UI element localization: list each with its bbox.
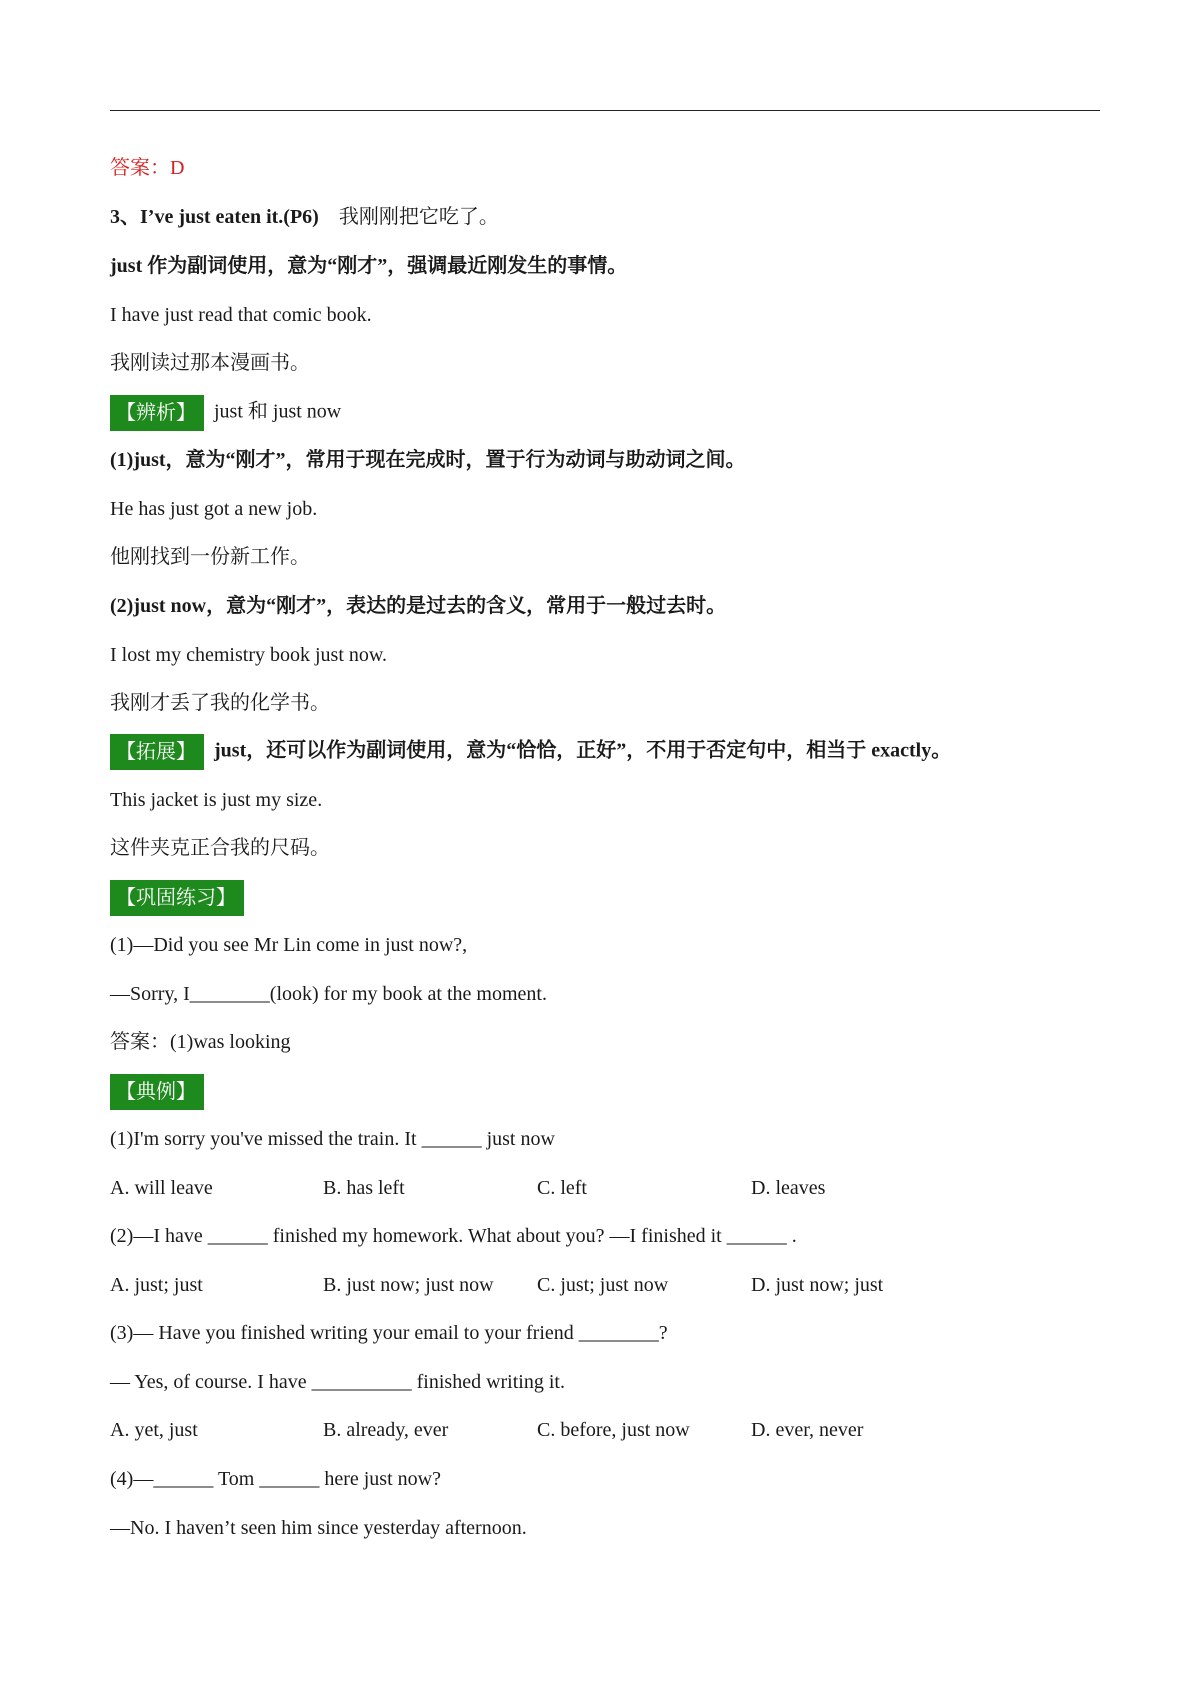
answer-line <box>110 154 184 182</box>
option-c: C. left <box>537 1177 587 1199</box>
option-d: D. just now; just <box>751 1274 884 1296</box>
dianli-q1: (1)I'm sorry you've missed the train. It ______ just now <box>110 1128 555 1150</box>
dianli-q3-options <box>110 1416 1100 1444</box>
option-b: B. already, ever <box>323 1419 449 1441</box>
answer-value: D <box>170 157 185 179</box>
option-d: D. ever, never <box>751 1419 864 1441</box>
gonggu-line <box>110 880 244 916</box>
point3-translation: 我刚刚把它吃了。 <box>338 206 499 228</box>
bianxi-ex2-en: I lost my chemistry book just now. <box>110 644 388 666</box>
tuozhan-tag: 【拓展】 <box>110 734 204 770</box>
bianxi-ex1-cn: 他刚找到一份新工作。 <box>110 546 310 568</box>
point3-rule: just 作为副词使用，意为“刚才”，强调最近刚发生的事情。 <box>110 255 628 277</box>
option-c: C. just; just now <box>537 1274 669 1296</box>
option-a: A. will leave <box>110 1177 213 1199</box>
bianxi-ex1-en: He has just got a new job. <box>110 498 318 520</box>
gonggu-q1b: —Sorry, I________(look) for my book at the moment. <box>110 983 547 1005</box>
answer-label: 答案： <box>110 157 170 179</box>
dianli-q4b: —No. I haven’t seen him since yesterday afternoon. <box>110 1517 527 1539</box>
option-a: A. just; just <box>110 1274 203 1296</box>
gonggu-answer: 答案：(1)was looking <box>110 1031 291 1053</box>
bianxi-rule1: (1)just，意为“刚才”，常用于现在完成时，置于行为动词与助动词之间。 <box>110 449 746 471</box>
bianxi-rule2: (2)just now，意为“刚才”，表达的是过去的含义，常用于一般过去时。 <box>110 595 727 617</box>
dianli-line <box>110 1074 204 1110</box>
option-b: B. has left <box>323 1177 405 1199</box>
dianli-q2: (2)—I have ______ finished my homework. What about you? —I finished it ______ . <box>110 1225 797 1247</box>
point3-heading <box>110 203 499 231</box>
dianli-q4: (4)—______ Tom ______ here just now? <box>110 1468 441 1490</box>
dianli-tag: 【典例】 <box>110 1074 204 1110</box>
point3-example-en: I have just read that comic book. <box>110 304 372 326</box>
option-c: C. before, just now <box>537 1419 690 1441</box>
gonggu-tag: 【巩固练习】 <box>110 880 244 916</box>
dianli-q3: (3)— Have you finished writing your email to your friend ________? <box>110 1322 668 1344</box>
point3-example-cn: 我刚读过那本漫画书。 <box>110 352 310 374</box>
option-a: A. yet, just <box>110 1419 198 1441</box>
tuozhan-line <box>110 734 951 770</box>
bianxi-ex2-cn: 我刚才丢了我的化学书。 <box>110 692 330 714</box>
tuozhan-text: just，还可以作为副词使用，意为“恰恰，正好”，不用于否定句中，相当于 exactly。 <box>214 739 952 762</box>
bianxi-text: just 和 just now <box>214 400 342 423</box>
tuozhan-ex-en: This jacket is just my size. <box>110 789 323 811</box>
point3-title: 3、I’ve just eaten it.(P6) <box>110 206 319 228</box>
bianxi-line <box>110 395 341 431</box>
bianxi-tag: 【辨析】 <box>110 395 204 431</box>
header-rule <box>110 110 1100 111</box>
dianli-q2-options <box>110 1271 1100 1299</box>
option-d: D. leaves <box>751 1177 826 1199</box>
tuozhan-ex-cn: 这件夹克正合我的尺码。 <box>110 837 330 859</box>
dianli-q3b: — Yes, of course. I have __________ finished writing it. <box>110 1371 565 1393</box>
dianli-q1-options <box>110 1174 1100 1202</box>
gonggu-q1: (1)—Did you see Mr Lin come in just now?, <box>110 934 468 956</box>
option-b: B. just now; just now <box>323 1274 494 1296</box>
